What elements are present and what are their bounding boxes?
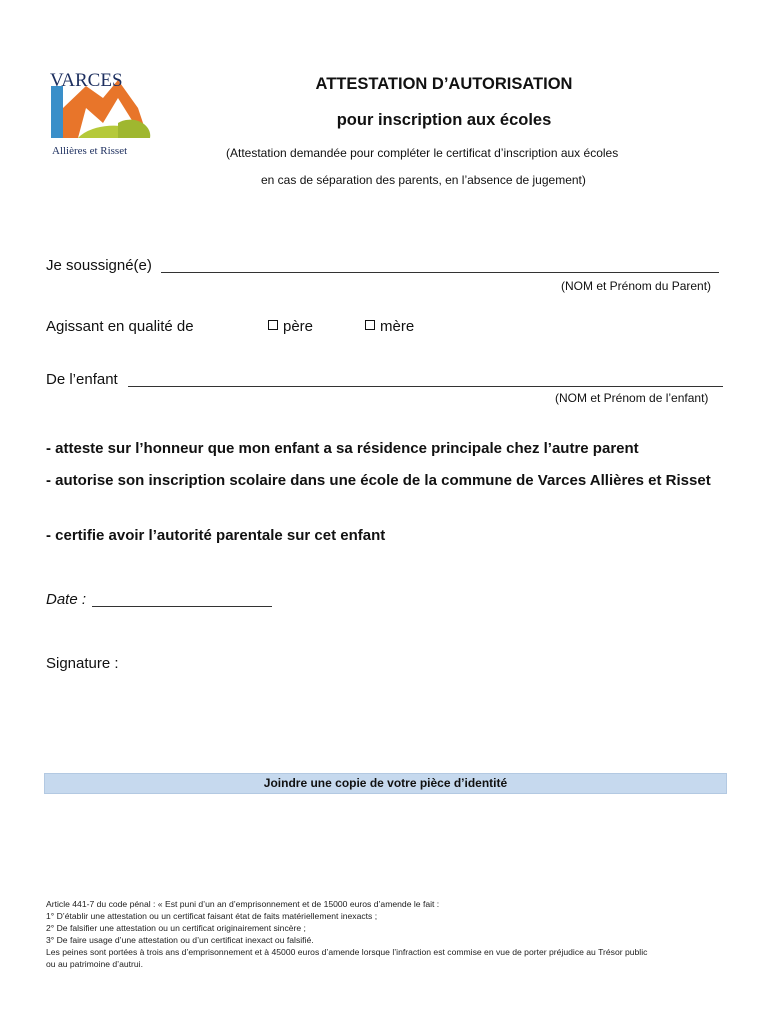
child-label: De l’enfant: [46, 371, 118, 388]
header-note-line2: en cas de séparation des parents, en l’absence de jugement): [261, 173, 586, 187]
signature-label: Signature :: [46, 655, 119, 672]
option-mother[interactable]: [365, 318, 414, 335]
undersigned-name-field[interactable]: [161, 272, 719, 273]
date-label: Date :: [46, 591, 87, 608]
statement-enrollment: - autorise son inscription scolaire dans une école de la commune de Varces Allières et Risset: [46, 472, 711, 489]
document-title: ATTESTATION D’AUTORISATION: [315, 75, 573, 93]
legal-line: Article 441-7 du code pénal : « Est puni d’un an d’emprisonnement et de 15000 euros d’amende le fait :: [46, 899, 440, 909]
statement-residence: - atteste sur l’honneur que mon enfant a sa résidence principale chez l’autre parent: [46, 440, 639, 457]
legal-line: Les peines sont portées à trois ans d’emprisonnement et à 45000 euros d’amende lorsque l’infraction est commise en vue de porter préjudice au Trésor public: [46, 947, 648, 957]
father-checkbox[interactable]: [268, 320, 278, 330]
logo-name: VARCES: [50, 70, 123, 91]
id-copy-banner: Joindre une copie de votre pièce d’identité: [44, 773, 727, 794]
date-field[interactable]: [92, 606, 272, 607]
header-note-line1: (Attestation demandée pour compléter le certificat d’inscription aux écoles: [226, 146, 619, 160]
option-father[interactable]: [268, 318, 313, 335]
document-subtitle: pour inscription aux écoles: [336, 111, 552, 129]
option-mother-label: mère: [380, 318, 415, 335]
legal-line: 2° De falsifier une attestation ou un certificat originairement sincère ;: [46, 923, 306, 933]
legal-line: 3° De faire usage d’une attestation ou d’un certificat inexact ou falsifié.: [46, 935, 314, 945]
undersigned-hint: (NOM et Prénom du Parent): [561, 279, 712, 293]
option-father-label: père: [283, 318, 314, 335]
legal-line: 1° D’établir une attestation ou un certificat faisant état de faits matériellement inexacts ;: [46, 911, 378, 921]
undersigned-label: Je soussigné(e): [46, 257, 152, 274]
capacity-label: Agissant en qualité de: [46, 318, 194, 335]
statement-authority: - certifie avoir l’autorité parentale sur cet enfant: [46, 527, 386, 544]
child-name-field[interactable]: [128, 386, 723, 387]
logo-subname: Allières et Risset: [52, 145, 128, 157]
legal-line: ou au patrimoine d’autrui.: [46, 959, 143, 969]
mother-checkbox[interactable]: [365, 320, 375, 330]
legal-notice: [46, 898, 736, 970]
child-hint: (NOM et Prénom de l’enfant): [555, 391, 709, 405]
